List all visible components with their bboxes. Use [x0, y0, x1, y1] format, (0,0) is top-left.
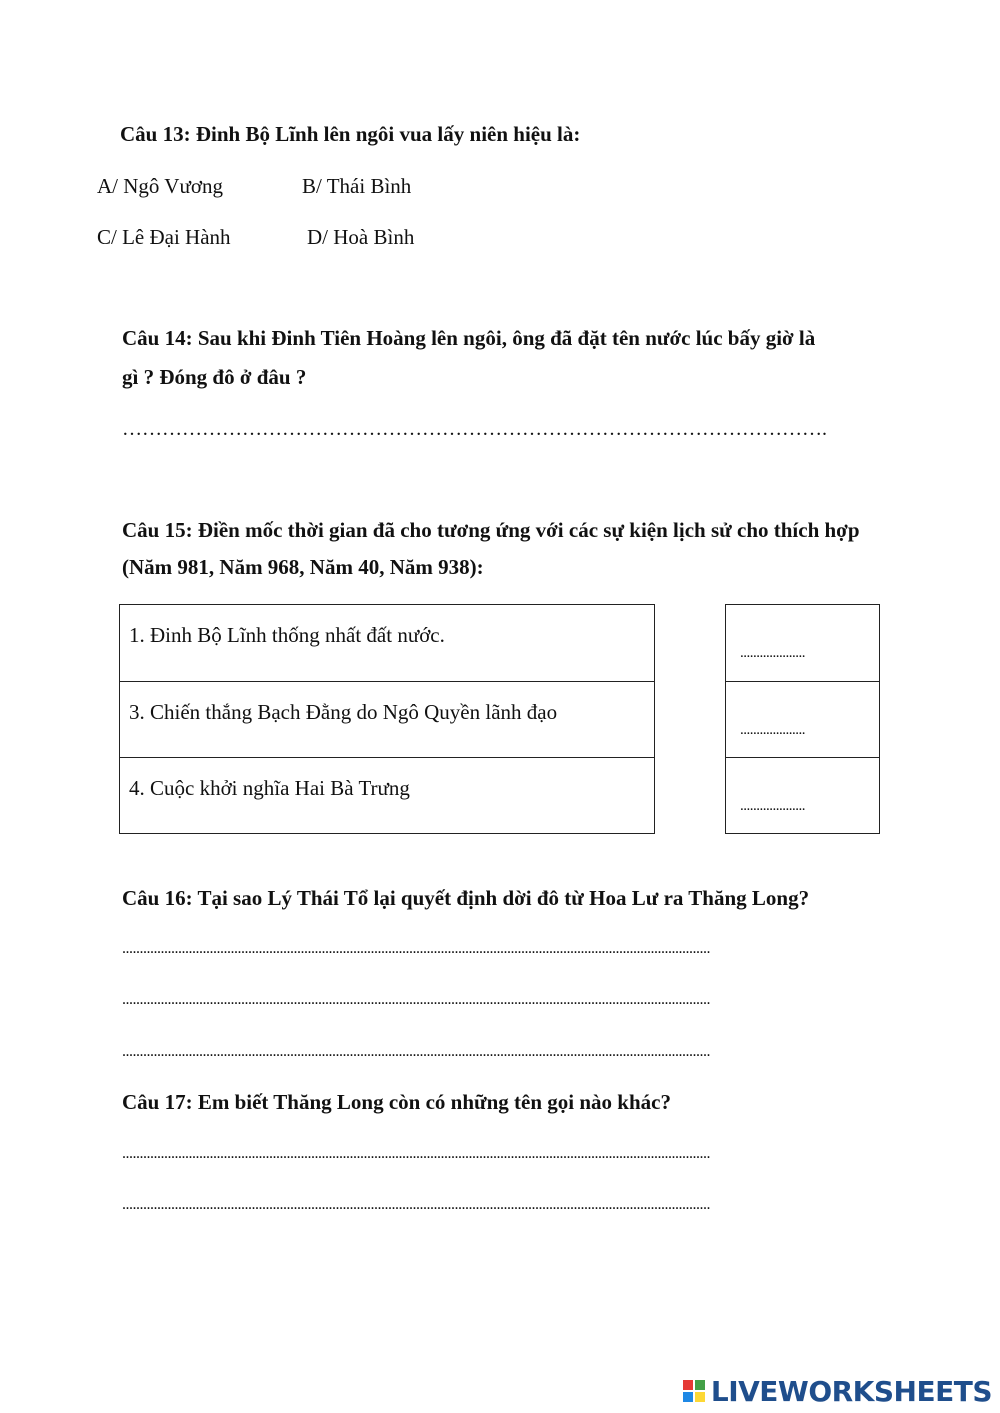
q15-answer-1: ....................	[740, 645, 805, 661]
q15-answer-box-3[interactable]	[725, 757, 880, 834]
logo-square	[683, 1392, 693, 1402]
q15-answer-box-2[interactable]	[725, 681, 880, 758]
logo-square	[695, 1392, 705, 1402]
q14-title-line2: gì ? Đóng đô ở đâu ?	[122, 365, 307, 389]
brand-text: LIVEWORKSHEETS	[710, 1374, 992, 1408]
q15-answer-box-1[interactable]	[725, 604, 880, 682]
q15-title-line1: Câu 15: Điền mốc thời gian đã cho tương ứng với các sự kiện lịch sử cho thích hợp	[122, 518, 860, 542]
logo-square	[683, 1380, 693, 1390]
logo-square	[695, 1380, 705, 1390]
q14-answer-line[interactable]: …………………………………………………………………………………………….	[122, 418, 827, 440]
q15-event-3: 4. Cuộc khởi nghĩa Hai Bà Trưng	[129, 776, 410, 800]
q13-option-b: B/ Thái Bình	[302, 174, 412, 198]
q13-option-c: C/ Lê Đại Hành	[97, 225, 231, 249]
q13-option-d: D/ Hoà Bình	[307, 225, 415, 249]
q13-title: Câu 13: Đinh Bộ Lĩnh lên ngôi vua lấy niên hiệu là:	[120, 122, 581, 146]
q16-title: Câu 16: Tại sao Lý Thái Tổ lại quyết định dời đô từ Hoa Lư ra Thăng Long?	[122, 886, 810, 910]
q15-answer-3: ....................	[740, 798, 805, 814]
q15-answer-2: ....................	[740, 722, 805, 738]
q15-event-row-1	[119, 604, 655, 682]
logo-squares-icon	[683, 1380, 705, 1402]
q15-title-line2: (Năm 981, Năm 968, Năm 40, Năm 938):	[122, 555, 484, 579]
q15-event-2: 3. Chiến thắng Bạch Đằng do Ngô Quyền lãnh đạo	[129, 700, 558, 724]
q16-answer-line-3[interactable]: ........................................................................................................................................................................	[122, 1043, 710, 1060]
q13-option-a: A/ Ngô Vương	[97, 174, 223, 198]
q17-answer-line-1[interactable]: ........................................................................................................................................................................	[122, 1145, 710, 1162]
q15-event-row-3	[119, 757, 655, 834]
q14-title-line1: Câu 14: Sau khi Đinh Tiên Hoàng lên ngôi, ông đã đặt tên nước lúc bấy giờ là	[122, 326, 816, 350]
q15-event-row-2	[119, 681, 655, 758]
q15-event-1: 1. Đinh Bộ Lĩnh thống nhất đất nước.	[129, 623, 445, 647]
liveworksheets-logo[interactable]	[683, 1375, 992, 1407]
q17-title: Câu 17: Em biết Thăng Long còn có những tên gọi nào khác?	[122, 1090, 671, 1114]
q16-answer-line-2[interactable]: ........................................................................................................................................................................	[122, 991, 710, 1008]
q17-answer-line-2[interactable]: ........................................................................................................................................................................	[122, 1196, 710, 1213]
q16-answer-line-1[interactable]: ........................................................................................................................................................................	[122, 940, 710, 957]
